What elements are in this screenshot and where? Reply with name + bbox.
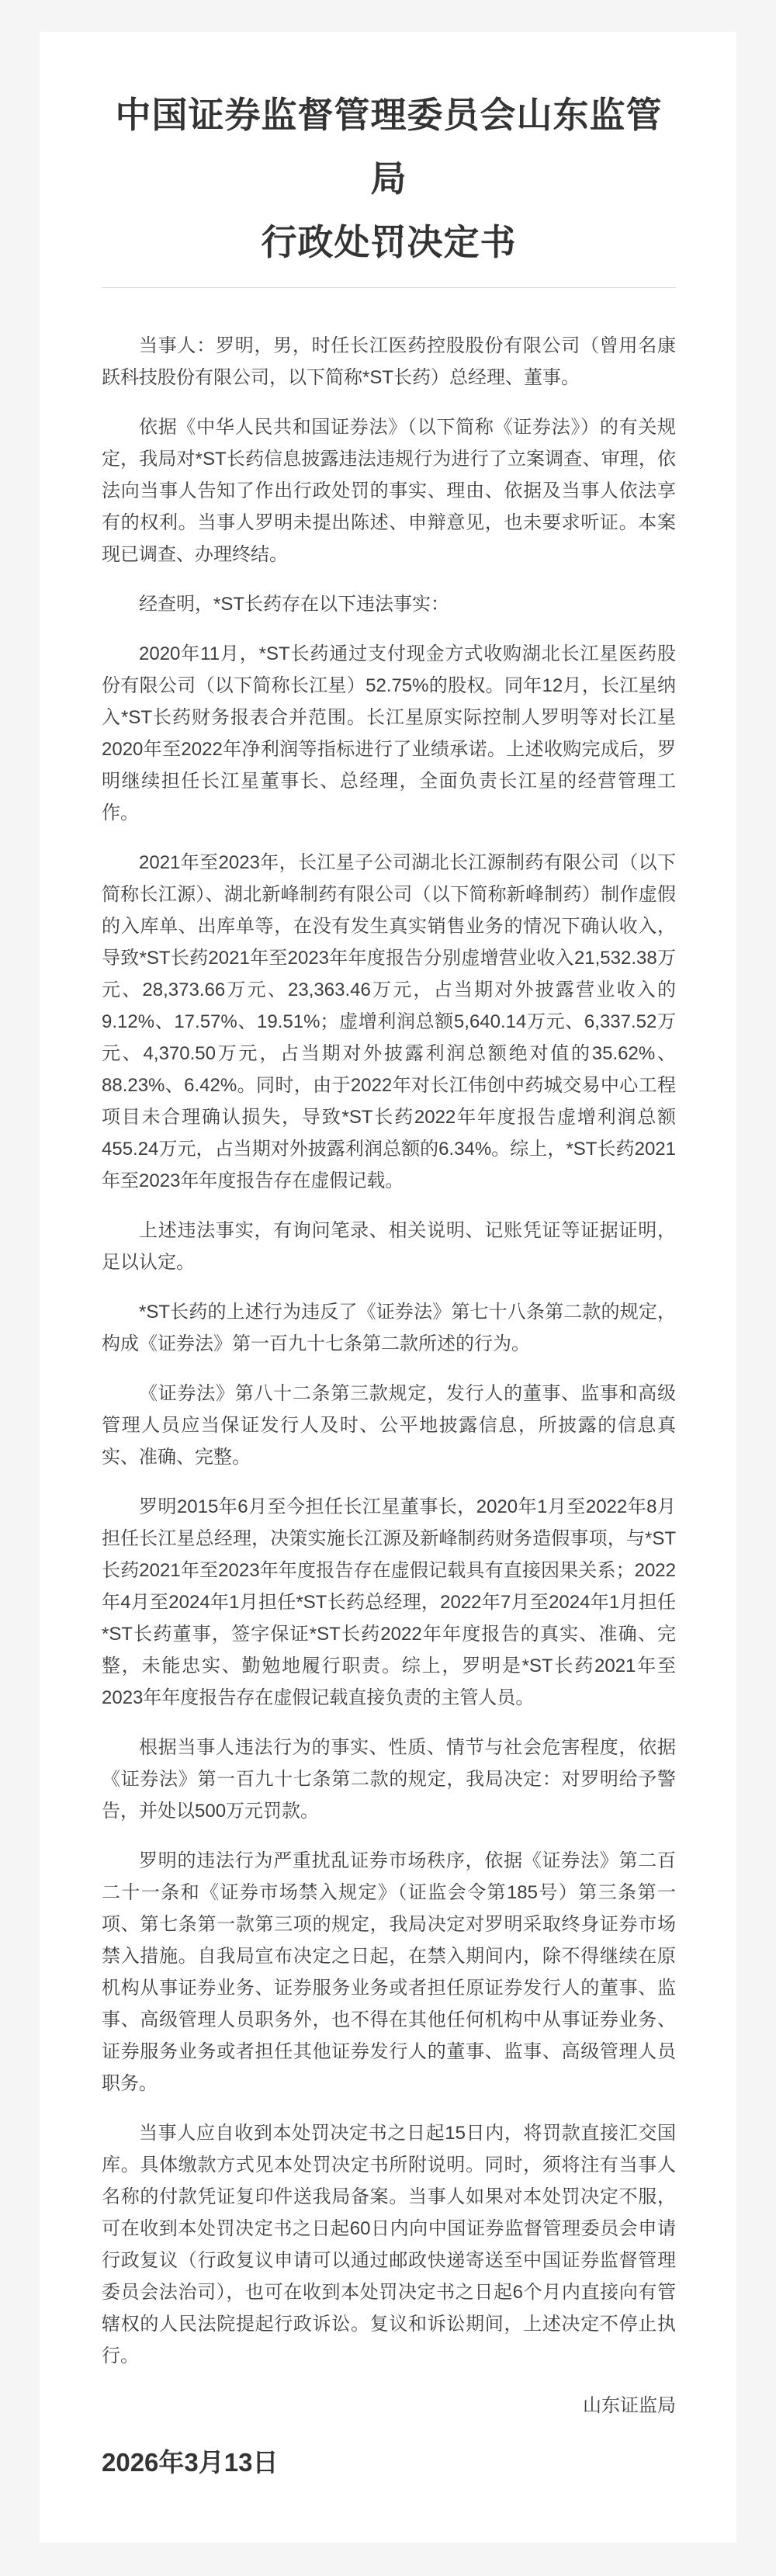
paragraph: 当事人：罗明，男，时任长江医药控股股份有限公司（曾用名康跃科技股份有限公司，以下简称*ST长药）总经理、董事。 [102, 335, 676, 388]
paragraph: 依据《中华人民共和国证券法》（以下简称《证券法》）的有关规定，我局对*ST长药信息披露违法违规行为进行了立案调查、审理，依法向当事人告知了作出行政处罚的事实、理由、依据及当事人依法享有的权利。当事人罗明未提出陈述、申辩意见，也未要求听证。本案现已调查、办理终结。 [102, 417, 676, 565]
paragraph: 《证券法》第八十二条第三款规定，发行人的董事、监事和高级管理人员应当保证发行人及时、公平地披露信息，所披露的信息真实、准确、完整。 [102, 1383, 676, 1468]
paragraph: 根据当事人违法行为的事实、性质、情节与社会危害程度，依据《证券法》第一百九十七条第二款的规定，我局决定：对罗明给予警告，并处以500万元罚款。 [102, 1737, 676, 1822]
paragraph: 上述违法事实，有询问笔录、相关说明、记账凭证等证据证明，足以认定。 [102, 1220, 676, 1273]
title-line-1: 中国证券监督管理委员会山东监管局 [115, 95, 663, 199]
document-date: 2026年3月13日 [102, 2448, 279, 2477]
paragraph: 2020年11月，*ST长药通过支付现金方式收购湖北长江星医药股份有限公司（以下简称长江星）52.75%的股权。同年12月，长江星纳入*ST长药财务报表合并范围。长江星原实际控制人罗明等对长江星2020年至2022年净利润等指标进行了业绩承诺。上述收购完成后，罗明继续担任长江星董事长、总经理，全面负责长江星的经营管理工作。 [102, 643, 676, 823]
penalty-decision-document [40, 32, 736, 2543]
paragraph: 经查明，*ST长药存在以下违法事实： [139, 594, 450, 615]
document-body [102, 330, 676, 2372]
paragraph: 罗明2015年6月至今担任长江星董事长，2020年1月至2022年8月担任长江星总经理，决策实施长江源及新峰制药财务造假事项，与*ST长药2021年至2023年年度报告存在虚假记载具有直接因果关系；2022年4月至2024年1月担任*ST长药总经理，2022年7月至2024年1月担任*ST长药董事，签字保证*ST长药2022年年度报告的真实、准确、完整，未能忠实、勤勉地履行职责。综上，罗明是*ST长药2021年至2023年年度报告存在虚假记载直接负责的主管人员。 [102, 1496, 676, 1708]
paragraph: *ST长药的上述行为违反了《证券法》第七十八条第二款的规定，构成《证券法》第一百九十七条第二款所述的行为。 [102, 1302, 676, 1354]
paragraph: 罗明的违法行为严重扰乱证券市场秩序，依据《证券法》第二百二十一条和《证券市场禁入规定》（证监会令第185号）第三条第一项、第七条第一款第三项的规定，我局决定对罗明采取终身证券市场禁入措施。自我局宣布决定之日起，在禁入期间内，除不得继续在原机构从事证券业务、证券服务业务或者担任原证券发行人的董事、监事、高级管理人员职务外，也不得在其他任何机构中从事证券业务、证券服务业务或者担任其他证券发行人的董事、监事、高级管理人员职务。 [102, 1850, 676, 2094]
title-line-2: 行政处罚决定书 [261, 222, 517, 262]
title-divider [102, 287, 676, 288]
paragraph: 当事人应自收到本处罚决定书之日起15日内，将罚款直接汇交国库。具体缴款方式见本处罚决定书所附说明。同时，须将注有当事人名称的付款凭证复印件送我局备案。当事人如果对本处罚决定不服，可在收到本处罚决定书之日起60日内向中国证券监督管理委员会申请行政复议（行政复议申请可以通过邮政快递寄送至中国证券监督管理委员会法治司），也可在收到本处罚决定书之日起6个月内直接向有管辖权的人民法院提起行政诉讼。复议和诉讼期间，上述决定不停止执行。 [102, 2123, 676, 2366]
document-title [102, 83, 676, 274]
signature-agency: 山东证监局 [583, 2395, 676, 2416]
paragraph: 2021年至2023年，长江星子公司湖北长江源制药有限公司（以下简称长江源）、湖北新峰制药有限公司（以下简称新峰制药）制作虚假的入库单、出库单等，在没有发生真实销售业务的情况下确认收入，导致*ST长药2021年至2023年年度报告分别虚增营业收入21,532.38万元、28,373.66万元、23,363.46万元，占当期对外披露营业收入的9.12%、17.57%、19.51%；虚增利润总额5,640.14万元、6,337.52万元、4,370.50万元，占当期对外披露利润总额绝对值的35.62%、88.23%、6.42%。同时，由于2022年对长江伟创中药城交易中心工程项目未合理确认损失，导致*ST长药2022年年度报告虚增利润总额455.24万元，占当期对外披露利润总额的6.34%。综上，*ST长药2021年至2023年年度报告存在虚假记载。 [102, 852, 676, 1191]
